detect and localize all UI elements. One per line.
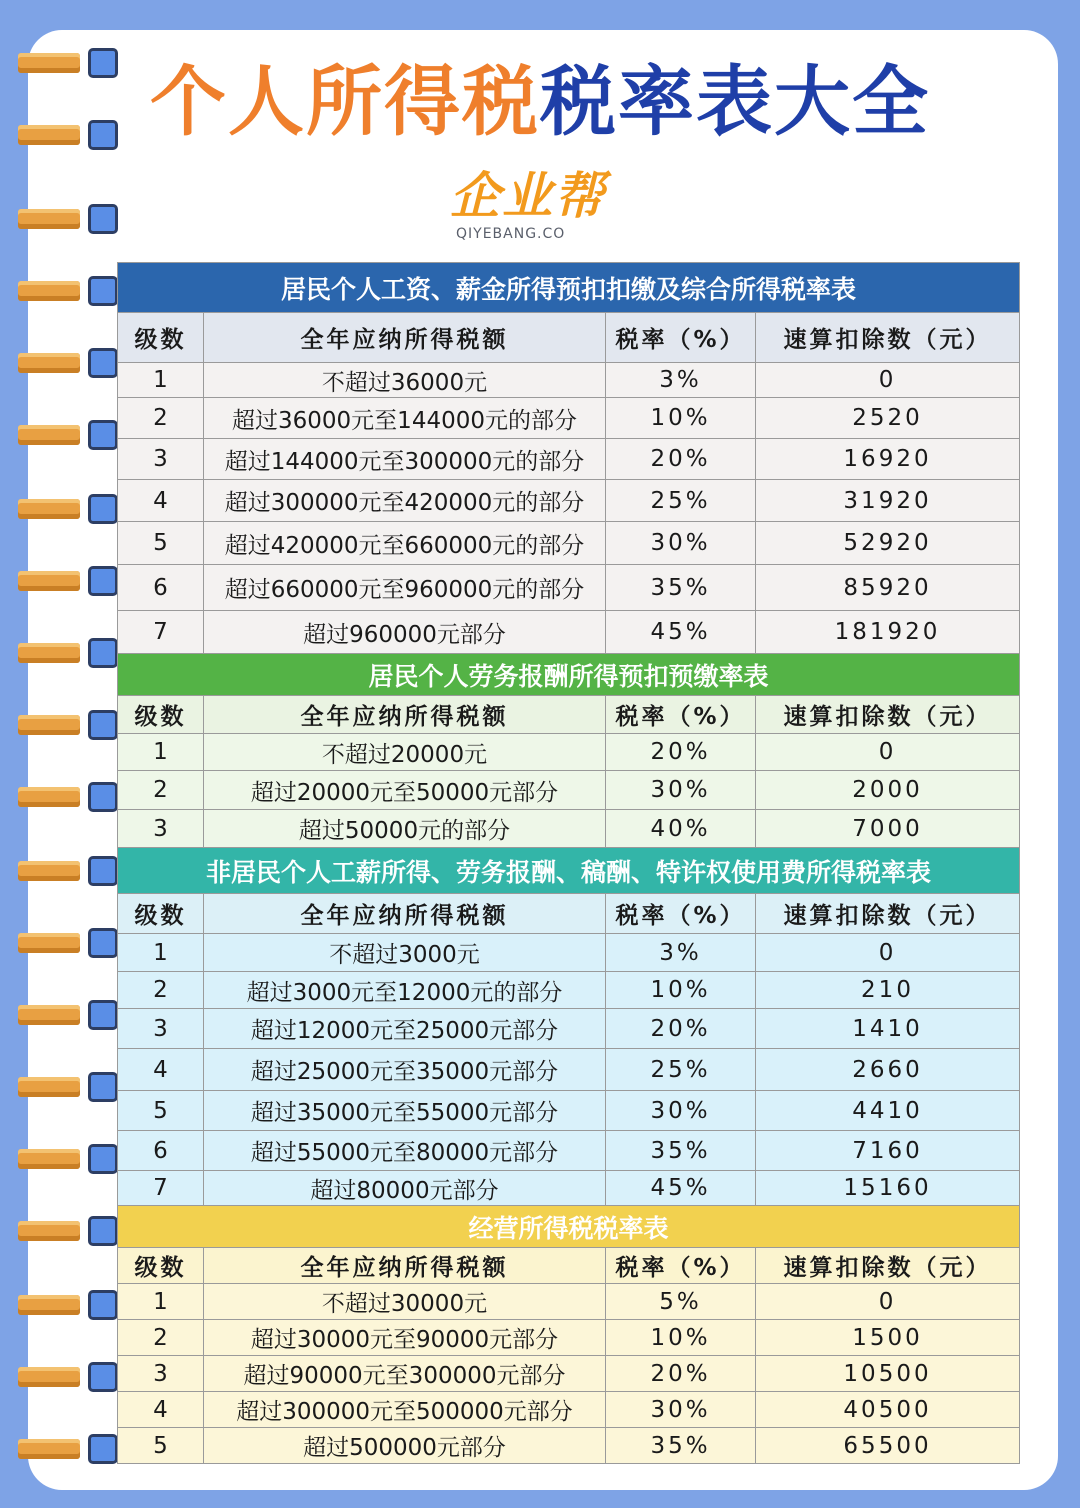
table-row: [118, 1428, 1020, 1464]
binding-ring-icon: [18, 276, 106, 306]
cell-income: 不超过36000元: [204, 363, 606, 398]
cell-deduction: 10500: [756, 1356, 1020, 1392]
spiral-binding: [0, 0, 110, 1508]
binding-ring-icon: [18, 928, 106, 958]
logo-domain: QIYEBANG.CO: [456, 226, 566, 242]
cell-level: 5: [118, 1091, 204, 1131]
header-level: 级数: [118, 894, 204, 934]
cell-level: 2: [118, 398, 204, 439]
binding-ring-icon: [18, 710, 106, 740]
cell-rate: 35%: [606, 565, 756, 611]
cell-deduction: 1500: [756, 1320, 1020, 1356]
table-business-income: [118, 1206, 1020, 1464]
section-title: 居民个人工资、薪金所得预扣扣缴及综合所得税率表: [118, 263, 1020, 313]
cell-deduction: 85920: [756, 565, 1020, 611]
header-taxable-income: 全年应纳所得税额: [204, 894, 606, 934]
cell-rate: 45%: [606, 1171, 756, 1206]
cell-rate: 20%: [606, 734, 756, 771]
cell-deduction: 2000: [756, 771, 1020, 810]
cell-rate: 25%: [606, 480, 756, 522]
binding-ring-icon: [18, 1216, 106, 1246]
table-nonresident: [118, 848, 1020, 1206]
section-title: 非居民个人工薪所得、劳务报酬、稿酬、特许权使用费所得税率表: [118, 848, 1020, 894]
cell-level: 3: [118, 1356, 204, 1392]
cell-rate: 30%: [606, 522, 756, 565]
cell-rate: 3%: [606, 934, 756, 972]
header-level: 级数: [118, 696, 204, 734]
cell-deduction: 0: [756, 934, 1020, 972]
cell-level: 6: [118, 565, 204, 611]
cell-rate: 45%: [606, 611, 756, 654]
cell-level: 4: [118, 480, 204, 522]
binding-ring-icon: [18, 420, 106, 450]
cell-deduction: 7160: [756, 1131, 1020, 1171]
table-row: [118, 934, 1020, 972]
table-row: [118, 363, 1020, 398]
binding-ring-icon: [18, 1072, 106, 1102]
cell-rate: 30%: [606, 1392, 756, 1428]
cell-deduction: 1410: [756, 1009, 1020, 1049]
cell-rate: 25%: [606, 1049, 756, 1091]
cell-rate: 30%: [606, 771, 756, 810]
cell-income: 超过960000元部分: [204, 611, 606, 654]
header-deduction: 速算扣除数（元）: [756, 313, 1020, 363]
cell-rate: 35%: [606, 1131, 756, 1171]
binding-ring-icon: [18, 120, 106, 150]
binding-ring-icon: [18, 566, 106, 596]
binding-ring-icon: [18, 856, 106, 886]
binding-ring-icon: [18, 638, 106, 668]
header-taxable-income: 全年应纳所得税额: [204, 1248, 606, 1284]
title-blue-part: 税率表大全: [540, 57, 930, 146]
cell-deduction: 4410: [756, 1091, 1020, 1131]
cell-rate: 40%: [606, 810, 756, 848]
title-orange-part: 个人所得税: [150, 57, 540, 146]
cell-level: 5: [118, 1428, 204, 1464]
table-row: [118, 1171, 1020, 1206]
binding-ring-icon: [18, 1290, 106, 1320]
header-level: 级数: [118, 1248, 204, 1284]
cell-income: 超过35000元至55000元部分: [204, 1091, 606, 1131]
tax-tables: [117, 262, 1019, 1464]
page-title: [150, 56, 930, 148]
cell-level: 1: [118, 734, 204, 771]
binding-ring-icon: [18, 1000, 106, 1030]
cell-deduction: 0: [756, 363, 1020, 398]
table-row: [118, 810, 1020, 848]
header-deduction: 速算扣除数（元）: [756, 1248, 1020, 1284]
cell-rate: 20%: [606, 1009, 756, 1049]
cell-level: 5: [118, 522, 204, 565]
cell-income: 超过90000元至300000元部分: [204, 1356, 606, 1392]
header-taxable-income: 全年应纳所得税额: [204, 313, 606, 363]
cell-rate: 35%: [606, 1428, 756, 1464]
tax-rate-table: [117, 262, 1020, 1464]
cell-income: 不超过30000元: [204, 1284, 606, 1320]
cell-deduction: 7000: [756, 810, 1020, 848]
cell-income: 超过20000元至50000元部分: [204, 771, 606, 810]
table-row: [118, 771, 1020, 810]
table-row: [118, 565, 1020, 611]
cell-rate: 5%: [606, 1284, 756, 1320]
binding-ring-icon: [18, 782, 106, 812]
table-row: [118, 1284, 1020, 1320]
table-row: [118, 522, 1020, 565]
binding-ring-icon: [18, 1144, 106, 1174]
cell-level: 2: [118, 771, 204, 810]
cell-income: 超过660000元至960000元的部分: [204, 565, 606, 611]
cell-income: 超过80000元部分: [204, 1171, 606, 1206]
cell-deduction: 2660: [756, 1049, 1020, 1091]
header-rate: 税率（%）: [606, 894, 756, 934]
cell-rate: 30%: [606, 1091, 756, 1131]
cell-deduction: 31920: [756, 480, 1020, 522]
section-title: 居民个人劳务报酬所得预扣预缴率表: [118, 654, 1020, 696]
cell-level: 4: [118, 1049, 204, 1091]
cell-level: 2: [118, 972, 204, 1009]
cell-deduction: 0: [756, 1284, 1020, 1320]
cell-level: 1: [118, 363, 204, 398]
table-row: [118, 1320, 1020, 1356]
table-row: [118, 611, 1020, 654]
cell-level: 7: [118, 1171, 204, 1206]
cell-rate: 20%: [606, 1356, 756, 1392]
binding-ring-icon: [18, 48, 106, 78]
cell-deduction: 16920: [756, 439, 1020, 480]
binding-ring-icon: [18, 1434, 106, 1464]
cell-rate: 3%: [606, 363, 756, 398]
table-row: [118, 1009, 1020, 1049]
section-title: 经营所得税税率表: [118, 1206, 1020, 1248]
header-rate: 税率（%）: [606, 313, 756, 363]
cell-income: 超过420000元至660000元的部分: [204, 522, 606, 565]
cell-deduction: 2520: [756, 398, 1020, 439]
table-resident-labor: [118, 654, 1020, 848]
cell-income: 超过55000元至80000元部分: [204, 1131, 606, 1171]
cell-deduction: 181920: [756, 611, 1020, 654]
cell-level: 7: [118, 611, 204, 654]
header-rate: 税率（%）: [606, 1248, 756, 1284]
cell-deduction: 210: [756, 972, 1020, 1009]
table-row: [118, 1131, 1020, 1171]
table-row: [118, 1356, 1020, 1392]
binding-ring-icon: [18, 494, 106, 524]
table-row: [118, 734, 1020, 771]
binding-ring-icon: [18, 204, 106, 234]
cell-income: 超过3000元至12000元的部分: [204, 972, 606, 1009]
cell-deduction: 0: [756, 734, 1020, 771]
cell-rate: 10%: [606, 398, 756, 439]
cell-level: 1: [118, 934, 204, 972]
header-deduction: 速算扣除数（元）: [756, 894, 1020, 934]
cell-income: 超过30000元至90000元部分: [204, 1320, 606, 1356]
cell-income: 超过12000元至25000元部分: [204, 1009, 606, 1049]
binding-ring-icon: [18, 1362, 106, 1392]
cell-level: 2: [118, 1320, 204, 1356]
header-rate: 税率（%）: [606, 696, 756, 734]
cell-income: 不超过3000元: [204, 934, 606, 972]
table-row: [118, 972, 1020, 1009]
cell-rate: 10%: [606, 1320, 756, 1356]
cell-level: 3: [118, 1009, 204, 1049]
cell-deduction: 40500: [756, 1392, 1020, 1428]
cell-income: 超过50000元的部分: [204, 810, 606, 848]
cell-rate: 10%: [606, 972, 756, 1009]
table-row: [118, 439, 1020, 480]
logo-text: 企业帮: [450, 167, 606, 225]
cell-deduction: 65500: [756, 1428, 1020, 1464]
cell-rate: 20%: [606, 439, 756, 480]
cell-income: 超过25000元至35000元部分: [204, 1049, 606, 1091]
cell-income: 超过300000元至420000元的部分: [204, 480, 606, 522]
cell-level: 4: [118, 1392, 204, 1428]
cell-level: 1: [118, 1284, 204, 1320]
cell-income: 超过500000元部分: [204, 1428, 606, 1464]
cell-income: 不超过20000元: [204, 734, 606, 771]
binding-ring-icon: [18, 348, 106, 378]
cell-income: 超过144000元至300000元的部分: [204, 439, 606, 480]
cell-level: 3: [118, 439, 204, 480]
header-level: 级数: [118, 313, 204, 363]
table-row: [118, 1392, 1020, 1428]
cell-income: 超过36000元至144000元的部分: [204, 398, 606, 439]
cell-level: 3: [118, 810, 204, 848]
table-row: [118, 1049, 1020, 1091]
header-taxable-income: 全年应纳所得税额: [204, 696, 606, 734]
cell-income: 超过300000元至500000元部分: [204, 1392, 606, 1428]
table-row: [118, 398, 1020, 439]
cell-deduction: 52920: [756, 522, 1020, 565]
table-resident-salary: [118, 263, 1020, 654]
table-row: [118, 1091, 1020, 1131]
header-deduction: 速算扣除数（元）: [756, 696, 1020, 734]
brand-logo: [450, 168, 660, 246]
table-row: [118, 480, 1020, 522]
cell-level: 6: [118, 1131, 204, 1171]
cell-deduction: 15160: [756, 1171, 1020, 1206]
